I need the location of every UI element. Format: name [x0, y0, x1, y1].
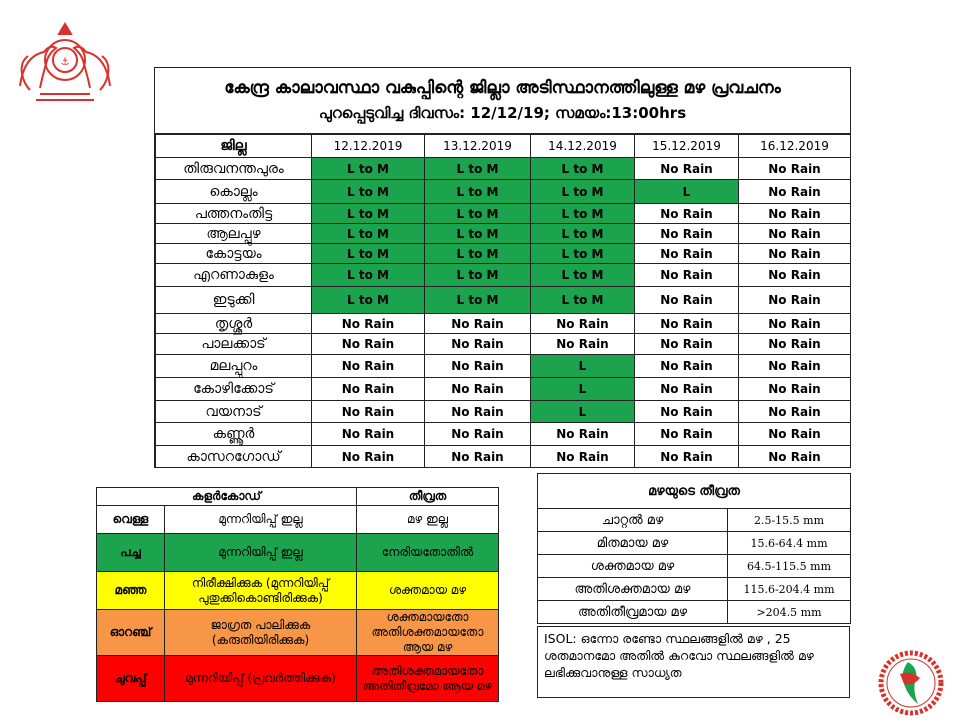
forecast-cell: L: [531, 355, 635, 378]
district-name: കൊല്ലം: [156, 180, 312, 204]
color-code-row: [97, 506, 499, 534]
table-row: [156, 355, 851, 378]
forecast-cell: L to M: [531, 180, 635, 204]
forecast-cell: No Rain: [635, 314, 739, 334]
forecast-cell: No Rain: [425, 401, 531, 423]
forecast-cell: No Rain: [635, 158, 739, 180]
rain-category: ശക്തമായ മഴ: [538, 555, 728, 578]
table-row: [156, 446, 851, 468]
forecast-cell: No Rain: [425, 314, 531, 334]
forecast-table: [155, 134, 851, 468]
color-meaning: ജാഗ്രത പാലിക്കുക (കരുതിയിരിക്കുക): [165, 610, 357, 656]
forecast-cell: No Rain: [739, 334, 851, 355]
color-code-header-row: [97, 488, 499, 506]
forecast-cell: No Rain: [312, 334, 425, 355]
forecast-cell: No Rain: [531, 334, 635, 355]
forecast-cell: No Rain: [739, 224, 851, 244]
date-column-header: 13.12.2019: [425, 135, 531, 158]
forecast-cell: No Rain: [635, 244, 739, 264]
forecast-cell: L to M: [531, 158, 635, 180]
forecast-subtitle: പുറപ്പെടുവിച്ച ദിവസം: 12/12/19; സമയം:13:00hrs: [318, 104, 687, 122]
rain-intensity-row: [538, 555, 851, 578]
rain-range: >204.5 mm: [728, 601, 851, 624]
district-name: തിരുവനന്തപുരം: [156, 158, 312, 180]
color-code-row: [97, 610, 499, 656]
forecast-cell: No Rain: [739, 204, 851, 224]
forecast-cell: No Rain: [739, 180, 851, 204]
color-name: ഓറഞ്ച്: [97, 610, 165, 656]
color-meaning: നിരീക്ഷിക്കുക (മുന്നറിയിപ്പ് പുതുക്കികൊണ്ടിരിക്കുക): [165, 572, 357, 610]
forecast-cell: No Rain: [425, 423, 531, 446]
color-intensity: ശക്തമായതോ അതിശക്തമായതോ ആയ മഴ: [357, 610, 499, 656]
forecast-cell: No Rain: [635, 334, 739, 355]
forecast-cell: No Rain: [531, 314, 635, 334]
rain-category: അതിതീവ്രമായ മഴ: [538, 601, 728, 624]
rain-range: 115.6-204.4 mm: [728, 578, 851, 601]
forecast-cell: No Rain: [635, 378, 739, 401]
rain-intensity-header-row: [538, 474, 851, 509]
forecast-cell: No Rain: [739, 423, 851, 446]
forecast-panel: [154, 67, 851, 468]
district-name: ഇടുക്കി: [156, 287, 312, 314]
forecast-cell: L to M: [531, 264, 635, 287]
table-row: [156, 180, 851, 204]
rain-category: മിതമായ മഴ: [538, 532, 728, 555]
table-row: [156, 244, 851, 264]
forecast-cell: L to M: [312, 264, 425, 287]
rain-intensity-row: [538, 532, 851, 555]
forecast-cell: L to M: [425, 244, 531, 264]
forecast-title: കേന്ദ്ര കാലാവസ്ഥാ വകുപ്പിന്റെ ജില്ലാ അടിസ്ഥാനത്തിലുള്ള മഴ പ്രവചനം: [224, 78, 781, 98]
forecast-cell: L to M: [531, 224, 635, 244]
district-name: പത്തനംതിട്ട: [156, 204, 312, 224]
table-row: [156, 224, 851, 244]
forecast-cell: No Rain: [739, 446, 851, 468]
table-row: [156, 204, 851, 224]
color-intensity: ശക്തമായ മഴ: [357, 572, 499, 610]
forecast-cell: L: [635, 180, 739, 204]
intensity-header: തീവ്രത: [357, 488, 499, 506]
forecast-cell: L to M: [425, 180, 531, 204]
rain-intensity-row: [538, 601, 851, 624]
table-row: [156, 264, 851, 287]
forecast-header-row: [156, 135, 851, 158]
color-code-table: [96, 487, 499, 702]
forecast-cell: L to M: [312, 158, 425, 180]
forecast-cell: L to M: [531, 204, 635, 224]
forecast-cell: L to M: [312, 180, 425, 204]
color-intensity: നേരിയതോതിൽ: [357, 534, 499, 572]
kerala-state-emblem-icon: [10, 16, 120, 108]
color-intensity: അതിശക്തമായതോ അതിതീവ്രമോ ആയ മഴ: [357, 656, 499, 702]
date-column-header: 12.12.2019: [312, 135, 425, 158]
forecast-cell: L: [531, 401, 635, 423]
forecast-cell: No Rain: [425, 355, 531, 378]
district-name: പാലക്കാട്: [156, 334, 312, 355]
forecast-cell: No Rain: [635, 401, 739, 423]
forecast-cell: No Rain: [635, 264, 739, 287]
date-column-header: 15.12.2019: [635, 135, 739, 158]
color-meaning: മുന്നറിയിപ്പ് ഇല്ല: [165, 534, 357, 572]
district-name: വയനാട്: [156, 401, 312, 423]
forecast-cell: No Rain: [635, 287, 739, 314]
forecast-cell: No Rain: [739, 287, 851, 314]
forecast-cell: No Rain: [425, 378, 531, 401]
color-name: വെള്ള: [97, 506, 165, 534]
forecast-cell: No Rain: [739, 264, 851, 287]
rain-range: 2.5-15.5 mm: [728, 509, 851, 532]
forecast-cell: No Rain: [312, 355, 425, 378]
color-code-row: [97, 534, 499, 572]
rain-intensity-table: [537, 473, 851, 624]
table-row: [156, 423, 851, 446]
forecast-cell: No Rain: [635, 355, 739, 378]
forecast-cell: L to M: [425, 158, 531, 180]
table-row: [156, 401, 851, 423]
rain-range: 64.5-115.5 mm: [728, 555, 851, 578]
color-name: ചുവപ്പ്: [97, 656, 165, 702]
date-column-header: 14.12.2019: [531, 135, 635, 158]
forecast-cell: No Rain: [739, 401, 851, 423]
table-row: [156, 314, 851, 334]
district-name: കാസറഗോഡ്: [156, 446, 312, 468]
forecast-cell: No Rain: [312, 314, 425, 334]
forecast-cell: L to M: [531, 244, 635, 264]
forecast-cell: No Rain: [739, 378, 851, 401]
district-name: കോഴിക്കോട്: [156, 378, 312, 401]
table-row: [156, 287, 851, 314]
color-code-row: [97, 572, 499, 610]
district-name: ആലപ്പുഴ: [156, 224, 312, 244]
date-column-header: 16.12.2019: [739, 135, 851, 158]
forecast-cell: No Rain: [312, 446, 425, 468]
svg-text:⚓: ⚓: [60, 57, 70, 68]
forecast-cell: No Rain: [425, 446, 531, 468]
forecast-cell: No Rain: [635, 423, 739, 446]
forecast-cell: L to M: [312, 287, 425, 314]
forecast-cell: No Rain: [635, 224, 739, 244]
district-name: കോട്ടയം: [156, 244, 312, 264]
forecast-cell: L to M: [312, 204, 425, 224]
forecast-cell: No Rain: [739, 355, 851, 378]
rain-intensity-row: [538, 578, 851, 601]
kerala-disaster-management-logo-icon: [878, 648, 944, 718]
district-name: മലപ്പുറം: [156, 355, 312, 378]
district-name: തൃശ്ശൂർ: [156, 314, 312, 334]
table-row: [156, 334, 851, 355]
district-name: എറണാകുളം: [156, 264, 312, 287]
forecast-cell: L to M: [312, 244, 425, 264]
rain-range: 15.6-64.4 mm: [728, 532, 851, 555]
color-meaning: മുന്നറിയിപ്പ് ഇല്ല: [165, 506, 357, 534]
color-name: മഞ്ഞ: [97, 572, 165, 610]
forecast-cell: No Rain: [531, 423, 635, 446]
rain-intensity-row: [538, 509, 851, 532]
forecast-cell: No Rain: [425, 334, 531, 355]
table-row: [156, 378, 851, 401]
forecast-cell: L to M: [312, 224, 425, 244]
color-code-header: കളർകോഡ്: [97, 488, 357, 506]
color-intensity: മഴ ഇല്ല: [357, 506, 499, 534]
forecast-cell: No Rain: [312, 401, 425, 423]
forecast-cell: L to M: [531, 287, 635, 314]
forecast-cell: No Rain: [635, 204, 739, 224]
forecast-cell: No Rain: [739, 244, 851, 264]
rain-category: അതിശക്തമായ മഴ: [538, 578, 728, 601]
forecast-cell: L: [531, 378, 635, 401]
forecast-cell: L to M: [425, 264, 531, 287]
forecast-cell: No Rain: [739, 158, 851, 180]
forecast-cell: L to M: [425, 204, 531, 224]
forecast-cell: L to M: [425, 224, 531, 244]
district-column-header: ജില്ല: [156, 135, 312, 158]
color-meaning: മുന്നറിയിപ്പ് (പ്രവർത്തിക്കുക): [165, 656, 357, 702]
table-row: [156, 158, 851, 180]
color-name: പച്ച: [97, 534, 165, 572]
color-code-row: [97, 656, 499, 702]
forecast-cell: No Rain: [531, 446, 635, 468]
forecast-cell: L to M: [425, 287, 531, 314]
forecast-cell: No Rain: [739, 314, 851, 334]
forecast-cell: No Rain: [312, 378, 425, 401]
rain-category: ചാറ്റൽ മഴ: [538, 509, 728, 532]
forecast-title-block: [155, 68, 850, 134]
rain-intensity-title: മഴയുടെ തീവ്രത: [538, 474, 851, 509]
forecast-cell: No Rain: [635, 446, 739, 468]
forecast-cell: No Rain: [312, 423, 425, 446]
isol-note: ISOL: ഒന്നോ രണ്ടോ സ്ഥലങ്ങളിൽ മഴ , 25 ശതമാനമോ അതിൽ കുറവോ സ്ഥലങ്ങളിൽ മഴ ലഭിക്കുവാനുള്ള സാധ്യത: [537, 626, 850, 698]
district-name: കണ്ണൂർ: [156, 423, 312, 446]
